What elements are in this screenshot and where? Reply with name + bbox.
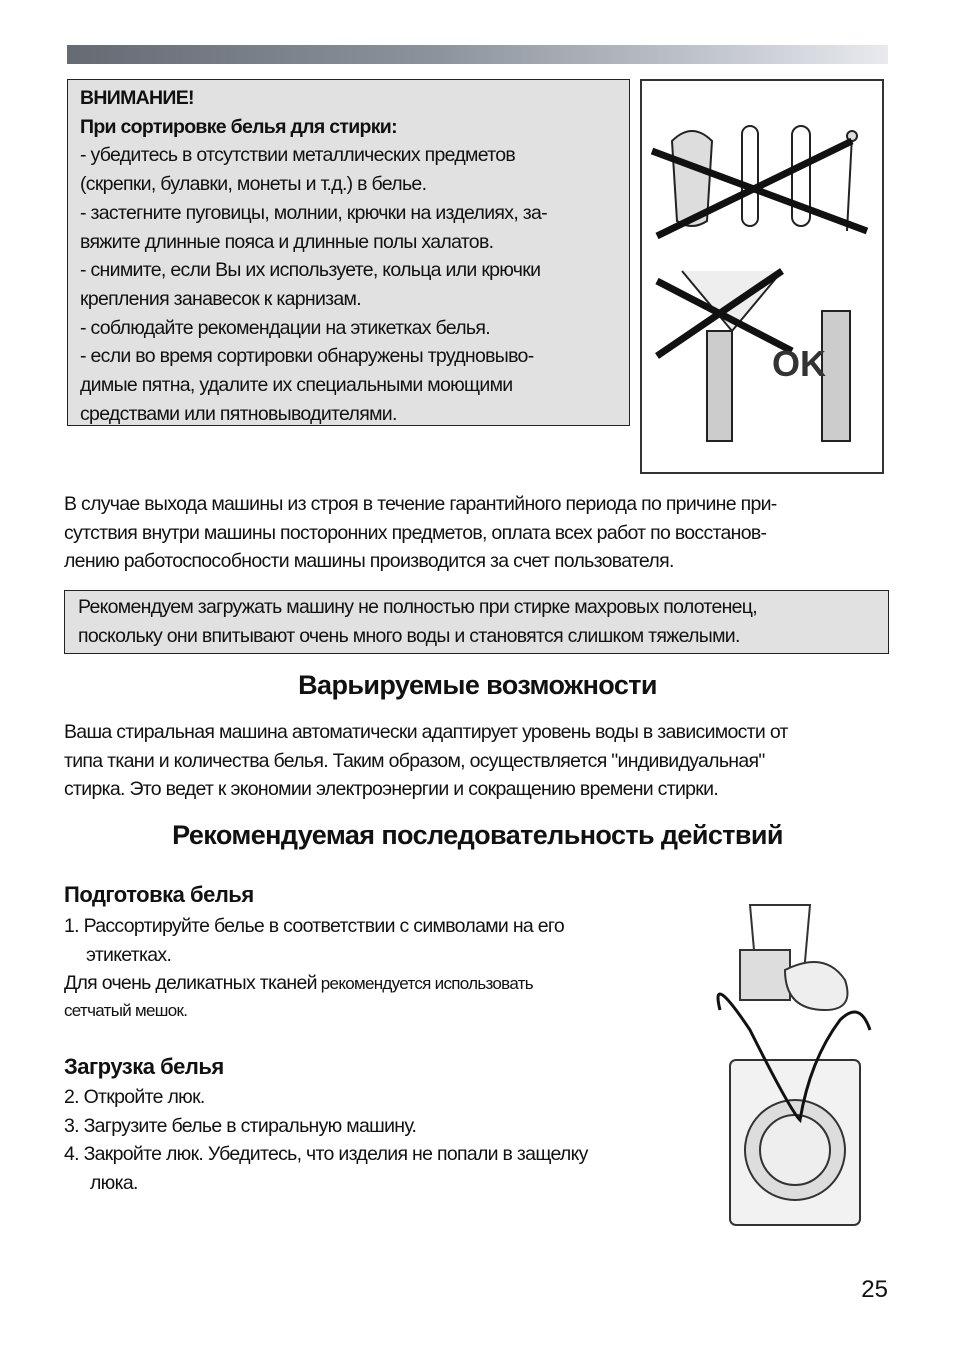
text-line: Рекомендуем загружать машину не полностью при стирке махровых полотенец, — [78, 596, 757, 618]
text-line: поскольку они впитывают очень много воды и становятся слишком тяжелыми. — [78, 624, 740, 647]
safety-pin-icon — [742, 126, 758, 226]
section-title: Рекомендуемая последовательность действий — [172, 820, 783, 850]
text-line: типа ткани и количества белья. Таким образом, осуществляется "индивидуальная" — [64, 749, 765, 772]
step-1-cont: этикетках. — [86, 943, 172, 966]
prep-steps — [64, 912, 564, 1023]
ok-label: OK — [772, 343, 826, 384]
step-4-cont: люка. — [90, 1172, 138, 1195]
clothes-pile-icon — [785, 962, 848, 1010]
warning-line: димые пятна, удалите их специальными моющими — [80, 374, 513, 397]
text-line: лению работоспособности машины производится за счет пользователя. — [64, 550, 674, 573]
warning-line: - снимите, если Вы их используете, кольца или крючки — [80, 259, 541, 282]
warning-line: вяжите длинные пояса и длинные полы халатов. — [80, 230, 494, 253]
closed-zipper-icon — [822, 311, 850, 441]
warning-line: средствами или пятновыводителями. — [80, 402, 397, 425]
text-line: сутствия внутри машины посторонних предметов, оплата всех работ по восстанов- — [64, 521, 767, 544]
tip-text: рекомендуется использовать — [316, 974, 533, 994]
warning-box — [67, 79, 630, 426]
text-line: стирка. Это ведет к экономии электроэнергии и сокращению времени стирки. — [64, 778, 719, 801]
step-2: 2. Откройте люк. — [64, 1086, 205, 1108]
warning-title: ВНИМАНИЕ! — [80, 87, 194, 109]
metal-objects-illustration — [640, 79, 884, 474]
step-3: 3. Загрузите белье в стиральную машину. — [64, 1114, 417, 1137]
warranty-paragraph — [64, 490, 777, 576]
section-paragraph — [64, 718, 788, 804]
warning-line: - убедитесь в отсутствии металлических предметов — [80, 144, 516, 167]
header-bar — [67, 45, 888, 64]
clothes-icon — [740, 950, 790, 1000]
tip-text: Для очень деликатных тканей — [64, 972, 317, 995]
warning-subtitle: При сортировке белья для стирки: — [80, 115, 397, 138]
subsection-title: Загрузка белья — [64, 1054, 224, 1079]
towel-note-box — [64, 590, 889, 654]
load-steps — [64, 1083, 588, 1198]
subsection-title: Подготовка белья — [64, 882, 254, 907]
step-4: 4. Закройте люк. Убедитесь, что изделия не попали в защелку — [64, 1143, 588, 1166]
page-number: 25 — [861, 1276, 888, 1303]
warning-line: крепления занавесок к карнизам. — [80, 287, 361, 310]
warning-line: (скрепки, булавки, монеты и т.д.) в белье. — [80, 173, 427, 196]
step-1: 1. Рассортируйте белье в соответствии с символами на его — [64, 915, 565, 937]
pin-icon — [847, 136, 852, 231]
illustration-svg — [642, 81, 882, 472]
warning-line: - соблюдайте рекомендации на этикетках белья. — [80, 316, 490, 339]
section-title: Варьируемые возможности — [298, 670, 657, 700]
text-line: В случае выхода машины из строя в течение гарантийного периода по причине при- — [64, 493, 777, 515]
laundry-loading-illustration — [710, 890, 880, 1230]
warning-line: - застегните пуговицы, молнии, крючки на изделиях, за- — [80, 201, 547, 224]
tip-text: сетчатый мешок. — [64, 1001, 188, 1021]
warning-line: - если во время сортировки обнаружены трудновыво- — [80, 345, 534, 368]
text-line: Ваша стиральная машина автоматически адаптирует уровень воды в зависимости от — [64, 721, 788, 743]
